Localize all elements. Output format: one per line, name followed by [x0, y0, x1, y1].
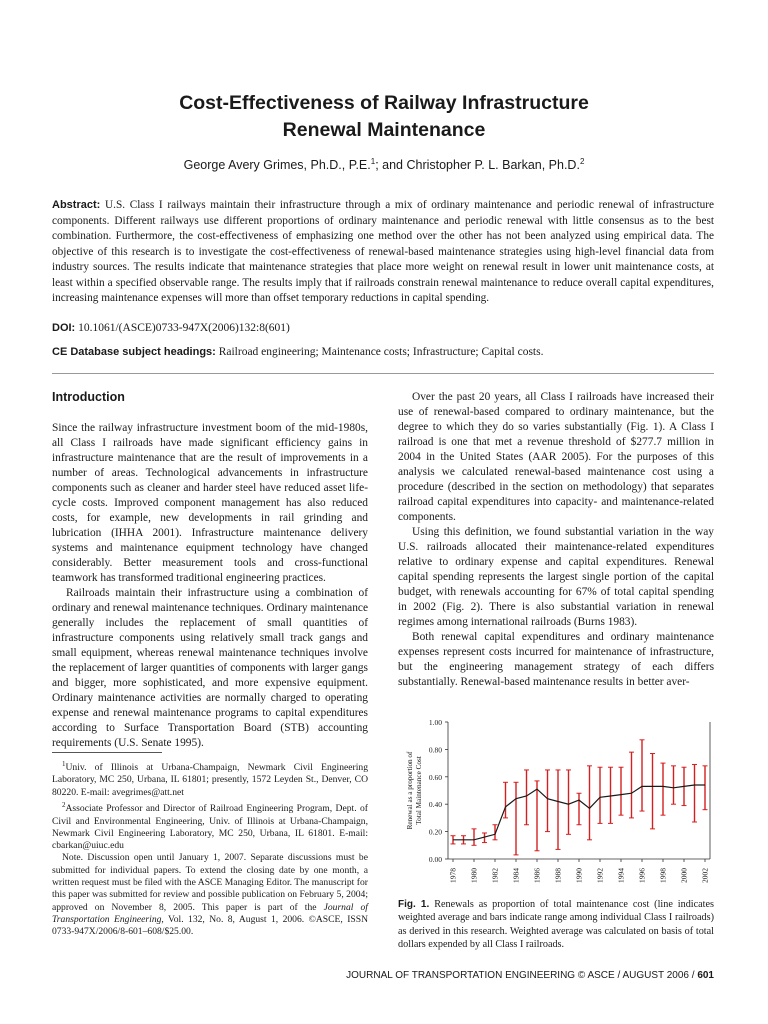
running-footer: [346, 970, 714, 981]
page-number: 601: [697, 970, 714, 981]
y-tick-label: 0.00: [428, 855, 442, 864]
body-paragraph: Railroads maintain their infrastructure using a combination of ordinary and renewal maintenance techniques. Ordinary maintenance generally includes the replacement of small quantities of infrastructure components using relatively small track gangs and small equipment, whereas renewal maintenance techniques involve the replacement of larger quantities of components with larger gangs and bigger, more sophisticated, and more expensive equipment. Ordinary maintenance activities are normally charged to operating expense and renewal maintenance programs to capital expenditures according to Surface Transportation Board (STB) accounting requirements (U.S. Senate 1995).: [52, 587, 368, 749]
author-1-affiliation-mark: 1: [370, 157, 376, 166]
x-tick-label: 1986: [532, 868, 542, 883]
x-tick-label: 1992: [595, 868, 605, 883]
footnote-1: [52, 758, 368, 799]
subject-headings: [52, 346, 714, 358]
x-tick-label: 1982: [490, 868, 500, 883]
x-tick-label: 1978: [448, 868, 458, 883]
author-2-affiliation-mark: 2: [579, 157, 585, 166]
author-separator: ; and: [375, 158, 407, 173]
x-tick-label: 1994: [616, 868, 626, 883]
author-1: George Avery Grimes, Ph.D., P.E.: [183, 158, 371, 173]
figure-1-chart: [398, 712, 714, 892]
y-axis-title-line-2: Total Maintenance Cost: [415, 756, 423, 825]
subject-headings-label: CE Database subject headings:: [52, 346, 216, 358]
note-text-b: , Vol. 132, No. 8, August 1, 2006. ©ASCE, ISSN 0733-947X/2006/8-601–608/$25.00.: [52, 913, 368, 938]
introduction-heading: Introduction: [52, 390, 125, 404]
paper-title-line-1: Cost-Effectiveness of Railway Infrastructure: [179, 92, 589, 114]
footnote-2-text: Associate Professor and Director of Railroad Engineering Program, Dept. of Civil and Environmental Engineering, Univ. of Illinois at Urbana-Champaign, Newmark Civil Engineering Laboratory, MC 250, Urbana, IL 61801. E-mail: cbarkan@uiuc.edu: [52, 803, 368, 852]
author-line: [60, 157, 708, 172]
discussion-note: [52, 852, 368, 938]
abstract-label: Abstract:: [52, 199, 101, 211]
figure-1-caption-text: Renewals as proportion of total maintenance cost (line indicates weighted average and bars indicate range among individual Class I railroads) as derived in this research. Weighted average was calculated on basis of total dollars expended by all Class I railroads.: [398, 899, 714, 950]
paper-title: [80, 90, 688, 144]
y-tick-label: 0.60: [428, 772, 442, 782]
note-journal-name: Journal of Transportation Engineering: [52, 901, 368, 925]
author-2: Christopher P. L. Barkan, Ph.D.: [406, 158, 580, 173]
note-text-a: Note. Discussion open until January 1, 2007. Separate discussions must be submitted for individual papers. To extend the closing date by one month, a written request must be filed with the ASCE Managing Editor. The manuscript for this paper was submitted for review and possible publication on February 5, 2004; approved on November 8, 2005. This paper is part of the: [52, 852, 368, 913]
y-tick-label: 0.20: [428, 827, 442, 837]
y-tick-label: 0.40: [428, 800, 442, 810]
footnotes: [52, 758, 368, 939]
body-paragraph: Over the past 20 years, all Class I railroads have increased their use of renewal-based compared to ordinary maintenance, but the degree to which they do so varies substantially (Fig. 1). A Class I railroad is one that met a revenue threshold of $277.7 million in 2004 in the United States (AAR 2005). For the purposes of this analysis we calculated renewal-based maintenance cost using a procedure (described in the section on methodology) that separates railroad capital expenditures into capacity- and maintenance-related components.: [398, 391, 714, 523]
body-paragraph: Since the railway infrastructure investment boom of the mid-1980s, all Class I railroads have made significant efficiency gains in infrastructure maintenance that are the result of improvements in a number of areas. Technological advancements in infrastructure components such as cleaner and harder steel have reduced asset life-cycle costs. Improved component management has also reduced costs, for example, new developments in rail grinding and lubrication (IHHA 2001). Infrastructure maintenance delivery systems and maintenance equipment technology have changed considerably. Better measurement tools and cross-functional teamwork has transformed traditional engineering practices.: [52, 422, 368, 584]
footnote-2: [52, 799, 368, 852]
x-tick-label: 1990: [574, 868, 584, 883]
body-paragraph: Both renewal capital expenditures and ordinary maintenance expenses represent costs incurred for maintenance of infrastructure, but the engineering management strategy of each differs substantially. Renewal-based maintenance results in better aver-: [398, 631, 714, 688]
footnote-2-mark: 2: [62, 801, 66, 810]
x-tick-label: 1996: [637, 868, 647, 883]
doi-value[interactable]: 10.1061/(ASCE)0733-947X(2006)132:8(601): [78, 322, 290, 334]
y-tick-label: 0.80: [428, 745, 442, 755]
y-axis-title-line-1: Renewal as a proportion of: [406, 751, 414, 830]
x-tick-label: 2002: [700, 868, 710, 883]
doi-label: DOI:: [52, 322, 76, 334]
right-column-body: [398, 390, 714, 690]
abstract-text: U.S. Class I railways maintain their infrastructure through a mix of ordinary maintenance and periodic renewal of infrastructure components. Different railways use different proportions of ordinary maintenance and periodic renewal with little consensus as to the best combination. Furthermore, the cost-effectiveness of emphasizing one method over the other has not been analyzed using empirical data. The objective of this research is to investigate the cost-effectiveness of renewal-based maintenance strategies using high-level financial data from industry sources. The results indicate that maintenance strategies that place more weight on renewal result in lower unit maintenance costs, at least within a specified observable range. The results imply that if railroads constrain renewal maintenance to reduce overall capital expenditures, increasing maintenance expenses will more than offset temporary reductions in capital spending.: [52, 199, 715, 304]
footnote-divider: [52, 752, 162, 753]
y-tick-label: 1.00: [428, 718, 442, 727]
doi-line: [52, 322, 714, 334]
footnote-1-text: Univ. of Illinois at Urbana-Champaign, Newmark Civil Engineering Laboratory, MC 250, Urbana, IL 61801; presently, 1572 Leyden St., Denver, CO 80220. E-mail: avegrimes@att.net: [52, 762, 368, 798]
footnote-1-mark: 1: [62, 760, 66, 768]
figure-1-label: Fig. 1.: [398, 899, 430, 910]
body-paragraph: Using this definition, we found substantial variation in the way U.S. railroads allocated their maintenance-related expenditures relative to ordinary expense and capital expenditures. Renewal capital spending represents the largest single portion of the capital budget, with renewals accounting for 67% of total capital spending in 2002 (Fig. 2). There is also substantial variation in renewal regimes among international railroads (Burns 1983).: [398, 526, 714, 628]
x-tick-label: 1984: [511, 868, 521, 883]
figure-1-caption: [398, 898, 714, 951]
x-tick-label: 1980: [469, 868, 479, 883]
subject-headings-value: Railroad engineering; Maintenance costs; Infrastructure; Capital costs.: [218, 346, 544, 358]
footer-journal: JOURNAL OF TRANSPORTATION ENGINEERING © ASCE / AUGUST 2006 /: [346, 970, 698, 981]
abstract: [52, 198, 714, 307]
x-tick-label: 1988: [553, 868, 563, 883]
left-column-body: [52, 421, 368, 751]
x-tick-label: 2000: [679, 868, 689, 883]
paper-title-line-2: Renewal Maintenance: [282, 119, 486, 141]
x-tick-label: 1998: [658, 868, 668, 883]
section-divider: [52, 373, 714, 374]
